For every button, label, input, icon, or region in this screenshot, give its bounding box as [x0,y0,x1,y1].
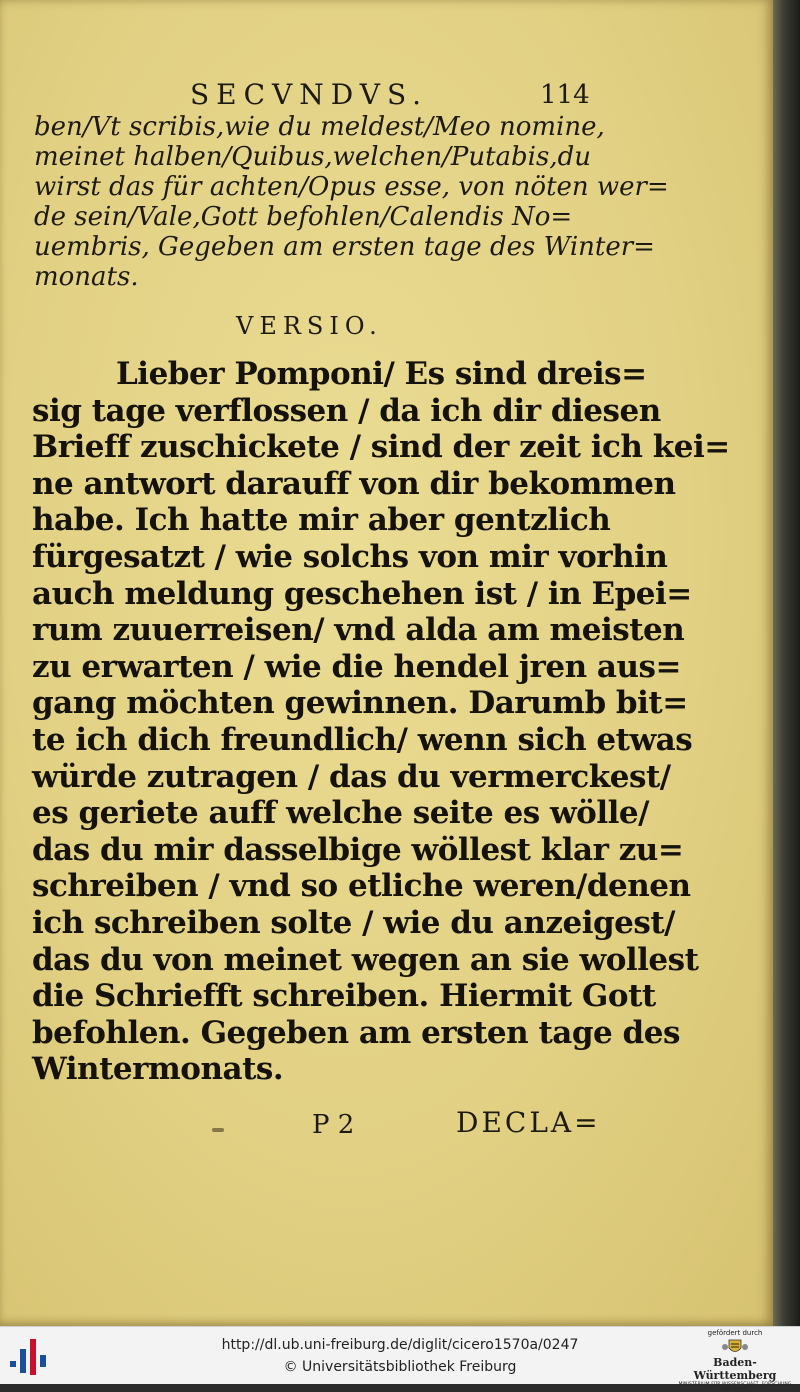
text-line: fürgesatzt / wie solchs von mir vorhin [32,538,668,575]
text-line: Wintermonats. [32,1051,284,1088]
text-line: ich schreiben solte / wie du anzeigest/ [32,904,675,941]
text-line: rum zuuerreisen/ vnd alda am meisten [32,612,685,649]
text-line: sig tage verflossen / da ich dir diesen [32,392,661,429]
text-line: das du von meinet wegen an sie wollest [32,941,699,978]
text-line: die Schriefft schreiben. Hiermit Gott [32,978,656,1015]
signature-mark: P 2 [312,1110,355,1140]
latin-text-block [34,112,669,292]
text-line: befohlen. Gegeben am ersten tage des [32,1014,680,1051]
text-line: gang möchten gewinnen. Darumb bit= [32,685,688,722]
text-line: habe. Ich hatte mir aber gentzlich [32,502,611,539]
text-line: uembris, Gegeben am ersten tage des Winter= [34,232,655,262]
section-heading: VERSIO. [236,312,383,340]
permalink-url[interactable]: http://dl.ub.uni-freiburg.de/diglit/cicero1570a/0247 [221,1337,579,1353]
page-footer [0,1104,773,1144]
bw-coat-of-arms-icon [720,1338,750,1356]
text-line: zu erwarten / wie die hendel jren aus= [32,648,681,685]
sponsor-name: Baden-Württemberg [693,1356,777,1382]
text-line: würde zutragen / das du vermerckest/ [32,758,671,795]
text-line: te ich dich freundlich/ wenn sich etwas [32,721,693,758]
text-line: ben/Vt scribis,wie du meldest/Meo nomine, [34,112,605,142]
ink-blot [212,1128,224,1132]
text-line: de sein/Vale,Gott befohlen/Calendis No= [34,202,573,232]
text-line: wirst das für achten/Opus esse, von nöten wer= [34,172,669,202]
text-line: meinet halben/Quibus,welchen/Putabis,du [34,142,591,172]
text-line: ne antwort darauff von dir bekommen [32,465,676,502]
viewer-footer-bar [0,1326,800,1392]
text-line: schreiben / vnd so etliche weren/denen [32,868,691,905]
text-line: das du mir dasselbige wöllest klar zu= [32,831,684,868]
german-text-block [32,356,730,1088]
text-line: Brieff zuschickete / sind der zeit ich kei= [32,429,730,466]
text-line: es geriete auff welche seite es wölle/ [32,795,649,832]
text-line: Lieber Pomponi/ Es sind dreis= [116,356,647,392]
page-edge [773,0,800,1326]
page-number: 114 [540,80,590,110]
text-line: auch meldung geschehen ist / in Epei= [32,575,692,612]
text-line: monats. [34,262,139,292]
sponsor-caption: gefördert durch [707,1329,763,1337]
sponsor-block[interactable] [676,1329,794,1392]
running-title: SECVNDVS. [190,78,429,111]
copyright-notice: © Universitätsbibliothek Freiburg [283,1359,517,1375]
catchword: DECLA= [456,1106,601,1139]
sponsor-subtitle: MINISTERIUM FÜR WISSENSCHAFT, FORSCHUNG UND KUNST [678,1382,792,1392]
